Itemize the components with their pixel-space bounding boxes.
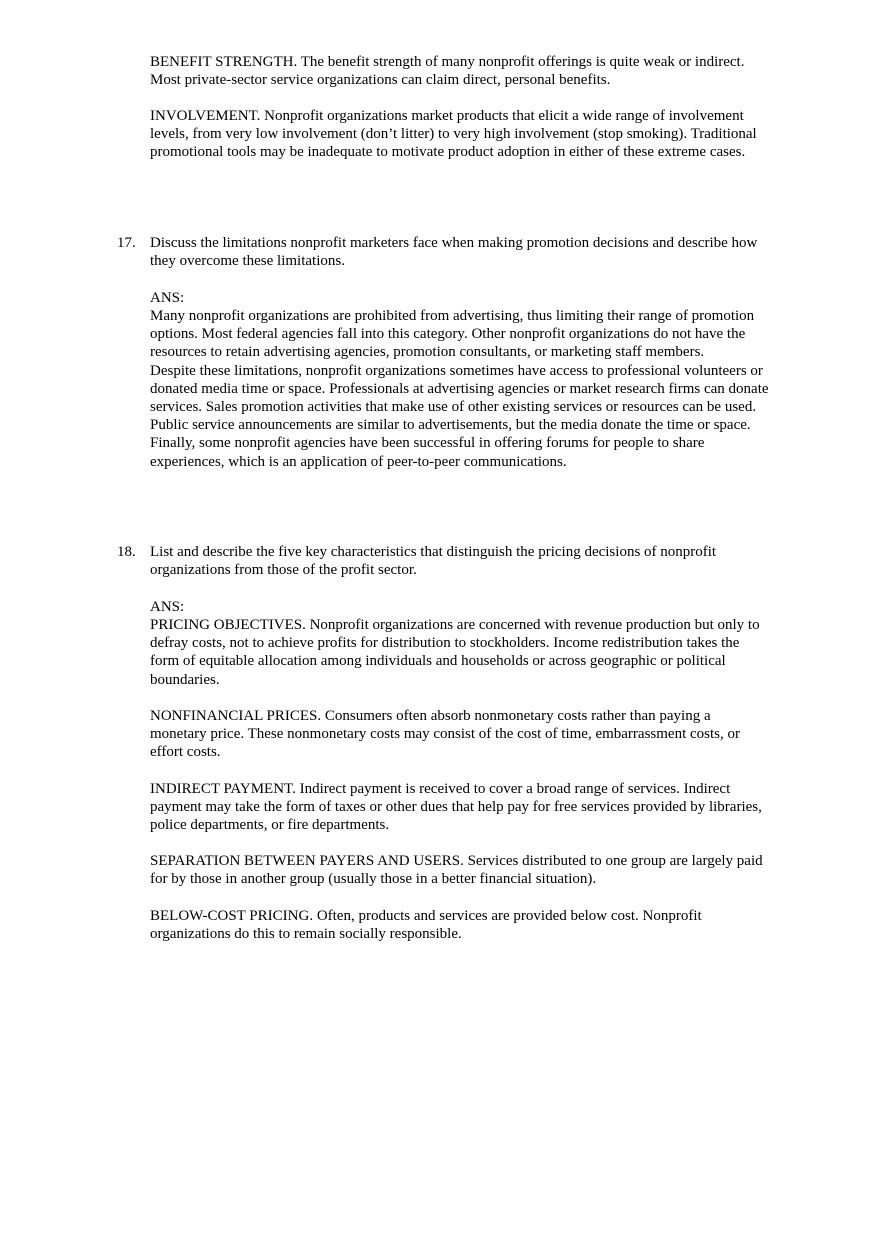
benefit-strength-paragraph <box>150 53 810 89</box>
text-line: payment may take the form of taxes or other dues that help pay for free services provided by libraries, <box>150 799 762 816</box>
text-line: Most private-sector service organizations can claim direct, personal benefits. <box>150 72 611 89</box>
text-line: promotional tools may be inadequate to motivate product adoption in either of these extreme cases. <box>150 144 746 161</box>
question-18-text <box>150 543 810 579</box>
text-line: NONFINANCIAL PRICES. Consumers often absorb nonmonetary costs rather than paying a <box>150 708 711 724</box>
text-line: donated media time or space. Professionals at advertising agencies or market research firms can donate <box>150 380 769 397</box>
ans-label: ANS: <box>150 290 185 306</box>
text-line: boundaries. <box>150 671 220 688</box>
text-line: experiences, which is an application of peer-to-peer communications. <box>150 453 567 470</box>
text-line: Discuss the limitations nonprofit marketers face when making promotion decisions and describe how <box>150 235 758 251</box>
text-line: options. Most federal agencies fall into this category. Other nonprofit organizations do not have the <box>150 326 746 343</box>
text-line: Despite these limitations, nonprofit organizations sometimes have access to professional volunteers or <box>150 362 763 379</box>
indirect-payment-paragraph <box>150 780 810 835</box>
text-line: defray costs, not to achieve profits for distribution to stockholders. Income redistribution takes the <box>150 635 740 652</box>
question-17-text <box>150 234 810 270</box>
text-line: SEPARATION BETWEEN PAYERS AND USERS. Services distributed to one group are largely paid <box>150 853 763 869</box>
question-17-answer <box>150 307 810 471</box>
text-line: Finally, some nonprofit agencies have been successful in offering forums for people to share <box>150 435 705 452</box>
separation-paragraph <box>150 852 810 888</box>
text-line: levels, from very low involvement (don’t litter) to very high involvement (stop smoking). Traditional <box>150 126 757 143</box>
involvement-paragraph <box>150 107 810 162</box>
nonfinancial-prices-paragraph <box>150 707 810 762</box>
text-line: organizations do this to remain socially responsible. <box>150 926 462 943</box>
text-line: INDIRECT PAYMENT. Indirect payment is received to cover a broad range of services. Indirect <box>150 781 731 797</box>
text-line: Many nonprofit organizations are prohibited from advertising, thus limiting their range of promotion <box>150 308 755 324</box>
question-18-ans-label <box>150 598 810 616</box>
question-18-number: 18. <box>117 544 136 560</box>
text-line: services. Sales promotion activities that make use of other existing services or resources can be used. <box>150 399 757 416</box>
text-line: effort costs. <box>150 744 221 761</box>
text-line: INVOLVEMENT. Nonprofit organizations market products that elicit a wide range of involvement <box>150 108 744 124</box>
text-line: for by those in another group (usually those in a better financial situation). <box>150 871 597 888</box>
text-line: organizations from those of the profit sector. <box>150 562 417 579</box>
text-line: resources to retain advertising agencies, promotion consultants, or marketing staff members. <box>150 344 705 361</box>
text-line: Public service announcements are similar to advertisements, but the media donate the time or space. <box>150 417 751 434</box>
question-17-number: 17. <box>117 235 136 251</box>
text-line: monetary price. These nonmonetary costs may consist of the cost of time, embarrassment costs, or <box>150 726 740 743</box>
text-line: BENEFIT STRENGTH. The benefit strength of many nonprofit offerings is quite weak or indirect. <box>150 54 745 70</box>
text-line: they overcome these limitations. <box>150 253 345 270</box>
question-17-ans-label <box>150 289 810 307</box>
ans-label: ANS: <box>150 599 185 615</box>
text-line: police departments, or fire departments. <box>150 817 390 834</box>
pricing-objectives-paragraph <box>150 616 810 689</box>
below-cost-paragraph <box>150 907 810 943</box>
text-line: PRICING OBJECTIVES. Nonprofit organizations are concerned with revenue production but only to <box>150 617 760 633</box>
text-line: BELOW-COST PRICING. Often, products and services are provided below cost. Nonprofit <box>150 908 702 924</box>
text-line: form of equitable allocation among individuals and households or across geographic or political <box>150 653 726 670</box>
text-line: List and describe the five key characteristics that distinguish the pricing decisions of nonprofit <box>150 544 717 560</box>
